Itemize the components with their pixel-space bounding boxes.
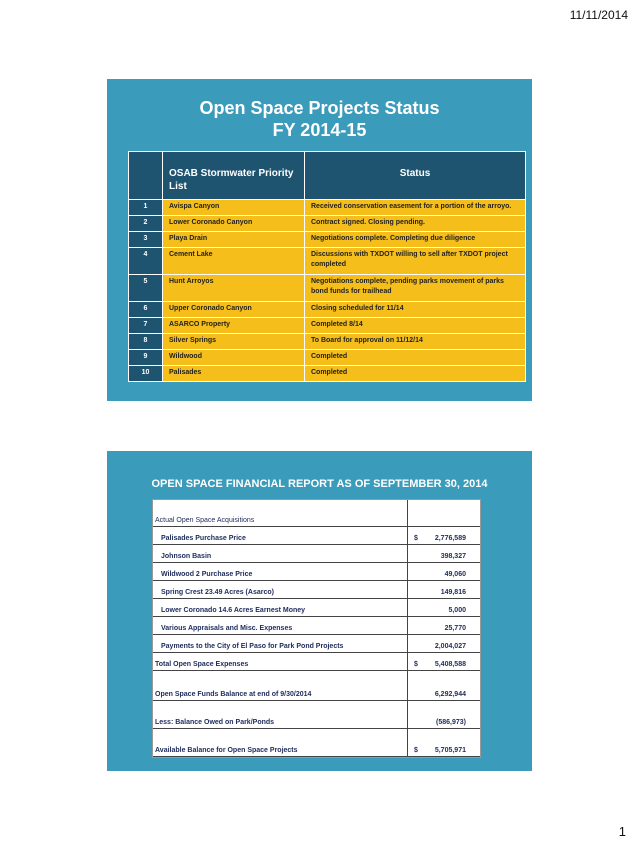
row-status: Negotiations complete, pending parks movement of parks bond funds for trailhead — [305, 275, 526, 302]
item-amount: 149,816 — [440, 589, 466, 596]
item-label: Lower Coronado 14.6 Acres Earnest Money — [161, 607, 306, 614]
total-label: Total Open Space Expenses — [155, 661, 249, 668]
total-row — [153, 652, 480, 671]
table-row — [129, 350, 526, 366]
item-amount: 398,327 — [440, 553, 466, 560]
table-row — [153, 598, 480, 617]
row-name: ASARCO Property — [163, 318, 305, 334]
row-number: 10 — [129, 366, 163, 382]
slide-title: OPEN SPACE FINANCIAL REPORT AS OF SEPTEMBER 30, 2014 — [151, 478, 488, 490]
table-row — [129, 216, 526, 232]
item-amount: 25,770 — [444, 625, 466, 632]
row-status: Completed 8/14 — [305, 318, 526, 334]
item-label: Spring Crest 23.49 Acres (Asarco) — [161, 589, 274, 596]
table-row — [153, 616, 480, 635]
header-name-cell: OSAB Stormwater Priority List — [163, 152, 305, 200]
row-status: Discussions with TXDOT willing to sell after TXDOT project completed — [305, 248, 526, 275]
title-line-1: Open Space Projects Status — [199, 98, 440, 118]
table-row — [153, 544, 480, 563]
owed-label: Less: Balance Owed on Park/Ponds — [155, 719, 275, 726]
balance-amount: 6,292,944 — [434, 691, 466, 698]
table-row — [129, 232, 526, 248]
item-label: Various Appraisals and Misc. Expenses — [161, 625, 293, 632]
section-label-row — [153, 500, 480, 527]
section-label: Actual Open Space Acquisitions — [155, 517, 255, 524]
row-status: Closing scheduled for 11/14 — [305, 302, 526, 318]
available-label: Available Balance for Open Space Projects — [155, 747, 298, 754]
row-status: Negotiations complete. Completing due diligence — [305, 232, 526, 248]
item-dollar: $ — [414, 535, 418, 542]
table-row — [129, 366, 526, 382]
title-line-2: FY 2014-15 — [272, 120, 367, 140]
total-amount: 5,408,588 — [434, 661, 466, 668]
available-dollar: $ — [414, 747, 418, 754]
item-amount: 2,776,589 — [434, 535, 466, 542]
table-row — [129, 248, 526, 275]
table-row — [129, 200, 526, 216]
owed-amount: (586,973) — [436, 719, 466, 726]
header-status-cell: Status — [305, 152, 526, 200]
table-header-row — [129, 152, 526, 200]
table-row — [153, 634, 480, 653]
row-number: 7 — [129, 318, 163, 334]
owed-row — [153, 700, 480, 729]
table-row — [129, 318, 526, 334]
row-number: 4 — [129, 248, 163, 275]
row-status: Contract signed. Closing pending. — [305, 216, 526, 232]
item-amount: 5,000 — [448, 607, 466, 614]
row-number: 6 — [129, 302, 163, 318]
item-label: Wildwood 2 Purchase Price — [161, 571, 253, 578]
row-status: To Board for approval on 11/12/14 — [305, 334, 526, 350]
table-row — [129, 275, 526, 302]
table-row — [153, 562, 480, 581]
table-row — [129, 302, 526, 318]
total-dollar: $ — [414, 661, 418, 668]
row-number: 5 — [129, 275, 163, 302]
row-name: Avispa Canyon — [163, 200, 305, 216]
balance-label: Open Space Funds Balance at end of 9/30/2014 — [155, 691, 312, 698]
item-label: Payments to the City of El Paso for Park Pond Projects — [161, 643, 344, 650]
page-number: 1 — [618, 824, 626, 839]
item-label: Johnson Basin — [161, 553, 212, 560]
row-number: 9 — [129, 350, 163, 366]
row-status: Completed — [305, 366, 526, 382]
row-name: Upper Coronado Canyon — [163, 302, 305, 318]
item-amount: 2,004,027 — [434, 643, 466, 650]
available-amount: 5,705,971 — [434, 747, 466, 754]
row-name: Palisades — [163, 366, 305, 382]
row-name: Wildwood — [163, 350, 305, 366]
row-number: 3 — [129, 232, 163, 248]
table-row — [129, 334, 526, 350]
projects-table — [128, 151, 526, 382]
table-row — [153, 580, 480, 599]
balance-row — [153, 670, 480, 701]
header-date: 11/11/2014 — [569, 8, 628, 22]
financial-table — [152, 499, 481, 758]
item-label: Palisades Purchase Price — [161, 535, 246, 542]
slide-title — [107, 97, 532, 141]
row-status: Completed — [305, 350, 526, 366]
row-name: Lower Coronado Canyon — [163, 216, 305, 232]
row-number: 2 — [129, 216, 163, 232]
header-num-cell — [129, 152, 163, 200]
row-status: Received conservation easement for a portion of the arroyo. — [305, 200, 526, 216]
slide-projects-status — [107, 79, 532, 401]
table-row — [153, 526, 480, 545]
row-number: 8 — [129, 334, 163, 350]
row-name: Playa Drain — [163, 232, 305, 248]
row-name: Hunt Arroyos — [163, 275, 305, 302]
item-amount: 49,060 — [444, 571, 466, 578]
row-name: Silver Springs — [163, 334, 305, 350]
slide-financial-report — [107, 451, 532, 771]
row-number: 1 — [129, 200, 163, 216]
row-name: Cement Lake — [163, 248, 305, 275]
available-row — [153, 728, 480, 757]
